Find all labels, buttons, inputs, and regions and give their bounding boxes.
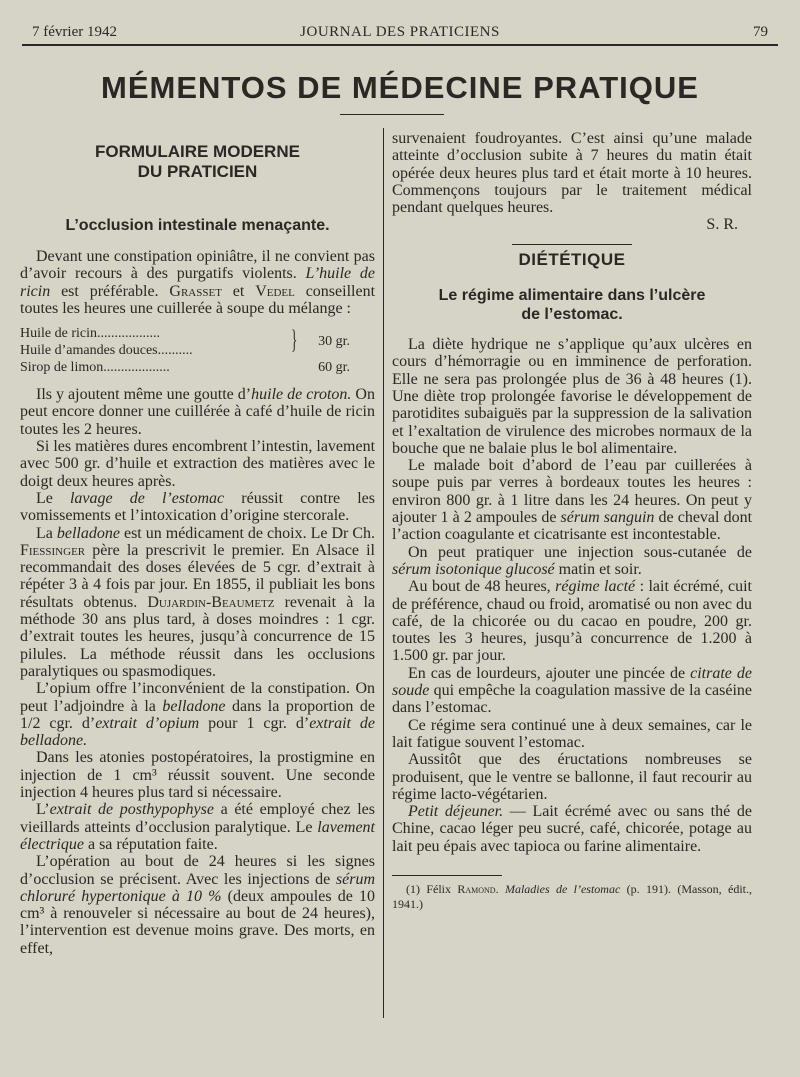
recipe-dose: 30 gr. (318, 334, 350, 350)
section-title-line-2: DU PRATICIEN (137, 162, 258, 181)
recipe-row (20, 359, 375, 376)
header-journal-name: JOURNAL DES PRATICIENS (300, 24, 500, 40)
right-column (392, 130, 752, 912)
section-title-dietetique: DIÉTÉTIQUE (512, 244, 632, 268)
paragraph: L’extrait de posthypophyse a été employé chez les vieillards atteints d’occlusion paralytique. Le lavement électrique a sa réputation faite. (20, 801, 376, 853)
paragraph: On peut pratiquer une injection sous-cutanée de sérum isotonique glucosé matin et soir. (392, 543, 752, 578)
paragraph: Le malade boit d’abord de l’eau par cuillerées à soupe puis par verres à bordeaux toutes les heures : environ 800 gr. à 1 litre dans les 24 heures. On peut y ajouter 1 à 2 ampoules de sérum sanguin de cheval dont l’action coagulante et cicatrisante est incontestable. (392, 457, 753, 544)
header-date: 7 février 1942 (32, 24, 117, 40)
paragraph: Au bout de 48 heures, régime lacté : lait écrémé, cuit de préférence, chaud ou froid, aromatisé ou non avec du café, de la chicorée ou du cacao en poudre, 200 gr. toutes les 3 heures, jusqu’à concurrence de 1.200 à 1.500 gr. par jour. (392, 578, 752, 665)
paragraph: La diète hydrique ne s’applique qu’aux ulcères en cours d’hémorragie ou en imminence de perforation. Elle ne sera pas prolongée plus de 36 à 48 heures (1). Une diète trop prolongée favorise le développement de parotidites subaiguës par la suppression de la salivation et l’exaltation de virulence des microbes normaux de la bouche que ne balaie plus le bol alimentaire. (392, 336, 752, 457)
running-header (22, 22, 778, 46)
article-title-occlusion: L’occlusion intestinale menaçante. (65, 217, 330, 234)
footnote-rule (392, 875, 502, 876)
paragraph: L’opération au bout de 24 heures si les signes d’occlusion se précisent. Avec les injections de sérum chloruré hypertonique à 10 % (deux ampoules de 10 cm³ à renouveler si nécessaire au bout de 24 heures), l’intervention est devenue moins grave. Des morts, en effet, (20, 853, 375, 957)
paragraph: Aussitôt que des éructations nombreuses se produisent, que le ventre se ballonne, il faut recourir au régime lacto-végétarien. (392, 751, 752, 803)
paragraph: survenaient foudroyantes. C’est ainsi qu’une malade atteinte d’occlusion subite à 7 heures du matin était opérée deux heures plus tard et était morte à 10 heures. Commençons toujours par le traitement médical pendant quelques heures. (392, 130, 752, 217)
section-title-formulaire (20, 142, 375, 182)
paragraph: En cas de lourdeurs, ajouter une pincée de citrate de soude qui empêche la coagulation massive de la caséine dans l’estomac. (392, 664, 752, 717)
header-page-number: 79 (753, 24, 768, 40)
footnote: (1) Félix Ramond. Maladies de l’estomac (p. 191). (Masson, édit., 1941.) (392, 881, 753, 911)
title-rule (340, 114, 444, 115)
column-divider (383, 128, 384, 1018)
paragraph: Le lavage de l’estomac réussit contre les vomissements et l’intoxication d’origine stercorale. (20, 489, 376, 525)
left-column (20, 130, 375, 957)
paragraph: L’opium offre l’inconvénient de la constipation. On peut l’adjoindre à la belladone dans la proportion de 1/2 cgr. d’extrait d’opium pour 1 cgr. d’extrait de belladone. (20, 680, 375, 750)
article-title-regime: Le régime alimentaire dans l’ulcère de l’estomac. (438, 287, 706, 324)
recipe-table (20, 325, 375, 376)
paragraph: La belladone est un médicament de choix. Le Dr Ch. Fiessinger père la prescrivit le premier. En Alsace il recommandait des doses élevées de 5 cgr. d’extrait à répéter 3 à 4 fois par jour. En 1855, il publiait les bons résultats obtenus. Dujardin-Beaumetz revenait à la méthode 30 ans plus tard, à doses moindres : 1 cgr. d’extrait toutes les heures, jusqu’à concurrence de 15 pilules. La méthode réussit dans les occlusions paralytiques ou spasmodiques. (20, 524, 376, 680)
recipe-brace: } (291, 325, 298, 355)
author-signature: S. R. (706, 216, 738, 234)
recipe-dose: 60 gr. (318, 360, 350, 376)
section-title-line-1: FORMULAIRE MODERNE (95, 142, 300, 161)
recipe-ingredient: Huile d’amandes douces.......... (20, 343, 193, 359)
paragraph: Dans les atonies postopératoires, la prostigmine en injection de 1 cm³ réussit souvent. Une seconde injection 4 heures plus tard si nécessaire. (20, 749, 375, 802)
paragraph: Devant une constipation opiniâtre, il ne convient pas d’avoir recours à des purgatifs violents. L’huile de ricin est préférable. Grasset et Vedel conseillent toutes les heures une cuillerée à soupe du mélange : (20, 248, 376, 317)
paragraph: Petit déjeuner. — Lait écrémé avec ou sans thé de Chine, cacao léger peu sucré, café, chicorée, potage au lait peu épais avec tapioca ou farine alimentaire. (392, 803, 753, 855)
page-title: MÉMENTOS DE MÉDECINE PRATIQUE (101, 70, 699, 105)
paragraph: Ce régime sera continué une à deux semaines, car le lait fatigue souvent l’estomac. (392, 716, 752, 751)
recipe-ingredient: Sirop de limon................... (20, 360, 170, 376)
paragraph: Si les matières dures encombrent l’intestin, lavement avec 500 gr. d’huile et extraction des matières avec le doigt deux heures après. (20, 438, 376, 490)
recipe-ingredient: Huile de ricin.................. (20, 326, 160, 342)
paragraph: Ils y ajoutent même une goutte d’huile de croton. On peut encore donner une cuillérée à café d’huile de ricin toutes les 2 heures. (20, 386, 375, 438)
